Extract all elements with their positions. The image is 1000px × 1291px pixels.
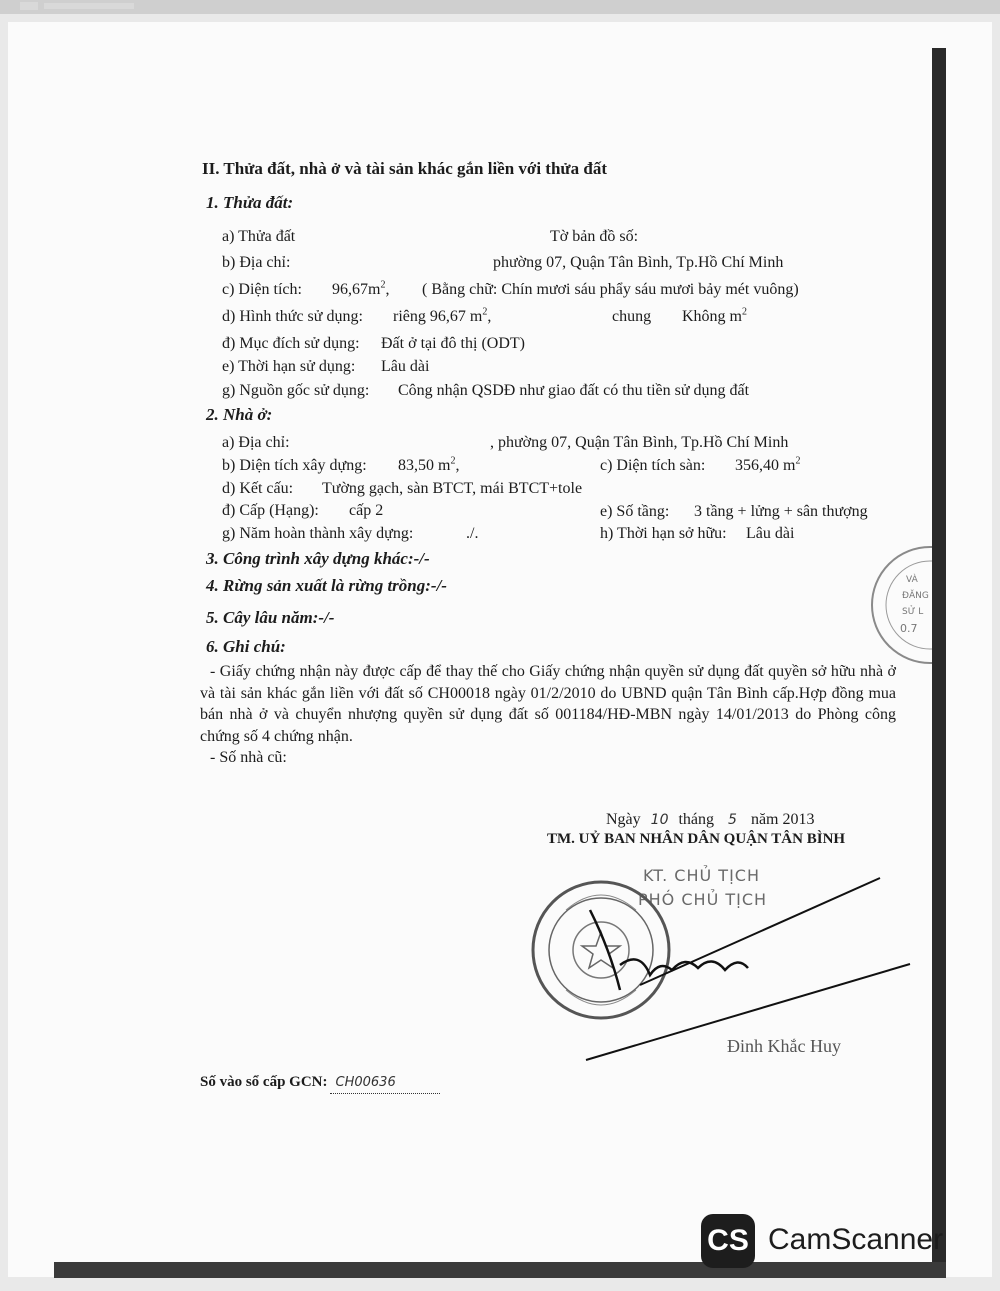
house-a-label: a) Địa chỉ: [222,434,290,451]
house-h-value: Lâu dài [746,525,795,542]
stamp-title-2: PHÓ CHỦ TỊCH [638,890,768,909]
top-bar [0,0,1000,14]
notes-paragraph: - Giấy chứng nhận này được cấp để thay thế cho Giấy chứng nhận quyền sử dụng đất quyền sở hữu nhà ở và tài sản khác gắn liền với đất số CH00018 ngày 01/2/2010 do UBND quận Tân Bình cấp.Hợp đồng mua bán nhà ở và chuyển nhượng quyền sử dụng đất số 001184/HĐ-MBN ngày 14/01/2013 do Phòng công chứng số 4 chứng nhận. [200,663,896,745]
land-dd-label: đ) Mục đích sử dụng: [222,335,360,352]
date-day: 10 [650,812,669,828]
land-dd-value: Đất ở tại đô thị (ODT) [381,335,525,352]
land-e-label: e) Thời hạn sử dụng: [222,358,356,375]
land-e-value: Lâu dài [381,358,430,375]
land-map-sheet: Tờ bản đồ số: [550,228,639,245]
section-title: II. Thửa đất, nhà ở và tài sản khác gắn liền với thửa đất [202,159,607,178]
side-stamp-line-4: 0.7 [900,622,918,635]
house-e-value: 3 tầng + lửng + sân thượng [694,503,868,520]
land-area-value: 96,67m [332,281,381,298]
land-c-label: c) Diện tích: [222,281,302,298]
house-c-label: c) Diện tích sàn: [600,457,706,474]
camscanner-name: CamScanner [768,1223,944,1256]
land-b-value: phường 07, Quận Tân Bình, Tp.Hồ Chí Minh [493,254,784,271]
watermark-icon [18,0,138,12]
scan-edge-shadow [932,48,946,1273]
land-private-value: riêng 96,67 m [393,308,483,325]
side-stamp-line-3: SỬ L [902,607,924,617]
date-year: năm 2013 [750,811,815,828]
land-d-label: d) Hình thức sử dụng: [222,308,363,325]
authority: TM. UỶ BAN NHÂN DÂN QUẬN TÂN BÌNH [547,831,846,847]
land-common-label: chung [612,308,652,325]
land-common: Không $m^2$ [682,306,747,325]
stamp-title-1: KT. CHỦ TỊCH [643,866,760,885]
register-line [200,1072,440,1094]
date-month: 5 [728,812,737,828]
notes-heading: 6. Ghi chú: [206,637,286,656]
signer-name: Đinh Khắc Huy [727,1036,841,1056]
house-a-value: , phường 07, Quận Tân Bình, Tp.Hồ Chí Minh [490,434,789,451]
register-label: Số vào sổ cấp GCN: [200,1074,328,1090]
side-stamp-icon [862,540,932,670]
house-build-area: 83,50 $m^2$, [398,455,460,474]
house-c-value: 356,40 m [735,457,796,474]
notes-block [200,661,896,769]
land-common-value: Không m [682,308,742,325]
land-b-label: b) Địa chỉ: [222,254,291,271]
house-d-label: d) Kết cấu: [222,480,294,497]
house-heading: 2. Nhà ở: [206,405,273,424]
side-stamp-line-1: VÀ [906,575,918,585]
perennial-line: 5. Cây lâu năm:-/- [206,608,335,627]
side-stamp-line-2: ĐĂNG [902,591,929,601]
land-a-label: a) Thửa đất [222,228,296,245]
camscanner-logo-icon: CS [701,1214,755,1268]
house-dd-value: cấp 2 [349,502,384,519]
land-area-words: ( Bằng chữ: Chín mươi sáu phẩy sáu mươi bảy mét vuông) [422,281,799,298]
land-g-label: g) Nguồn gốc sử dụng: [222,382,370,399]
forest-line: 4. Rừng sản xuất là rừng trồng:-/- [206,576,447,595]
land-area: $96,67m^2$, [332,279,390,298]
land-heading: 1. Thửa đất: [206,193,294,212]
date-month-label: tháng [678,811,715,828]
house-floor-area: 356,40 $m^2$ [735,455,801,474]
date-prefix: Ngày [606,811,641,828]
house-e-label: e) Số tầng: [600,503,670,520]
scan-bottom-shadow [54,1262,946,1278]
house-dd-label: đ) Cấp (Hạng): [222,502,319,519]
house-d-value: Tường gạch, sàn BTCT, mái BTCT+tole [322,480,583,497]
land-private: riêng 96,67 $m^2$, [393,306,492,325]
date-line [606,810,815,830]
house-b-value: 83,50 m [398,457,451,474]
document-page [8,22,992,1277]
register-value: CH00636 [335,1075,396,1090]
old-house-number: - Số nhà cũ: [210,749,287,766]
land-g-value: Công nhận QSDĐ như giao đất có thu tiền sử dụng đất [398,382,750,399]
house-g-value: ./. [466,525,479,542]
house-g-label: g) Năm hoàn thành xây dựng: [222,525,414,542]
other-construction: 3. Công trình xây dựng khác:-/- [206,549,430,568]
house-h-label: h) Thời hạn sở hữu: [600,525,727,542]
house-b-label: b) Diện tích xây dựng: [222,457,367,474]
